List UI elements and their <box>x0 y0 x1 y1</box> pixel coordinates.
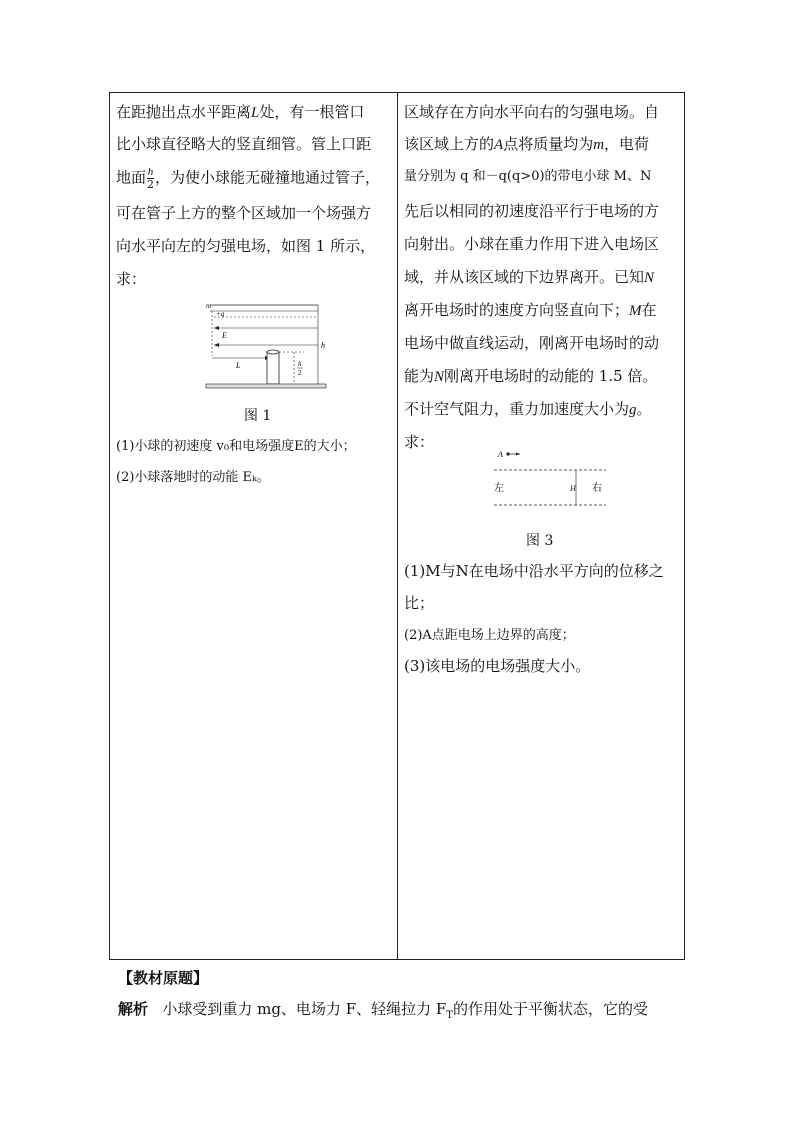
var-N: N <box>644 270 655 286</box>
figure-1-caption: 图 1 <box>244 408 272 424</box>
analysis-line <box>118 999 648 1026</box>
problem-table <box>109 92 685 960</box>
field-arrow-2 <box>214 343 219 347</box>
analysis-text: 小球受到重力 mg、电场力 F、轻绳拉力 F <box>162 1000 447 1018</box>
right-question-2: (2)A点距电场上边界的高度； <box>404 628 575 643</box>
left-question-2: (2)小球落地时的动能 Eₖ。 <box>116 470 270 485</box>
right-line-4: 先后以相同的初速度沿平行于电场的方 <box>404 202 660 220</box>
label-left: 左 <box>494 483 504 494</box>
frac-num: h <box>147 166 154 178</box>
right-question-1b: 比； <box>404 594 435 612</box>
text: 域，并从该区域的下边界离开。已知 <box>404 268 645 286</box>
analysis-end: 的作用处于平衡状态，它的受 <box>452 1000 648 1018</box>
left-line-3 <box>116 167 380 190</box>
text: 地面 <box>116 168 147 187</box>
pipe-top <box>267 350 279 354</box>
analysis-subscript: T <box>446 1010 453 1021</box>
right-line-6 <box>404 267 654 288</box>
right-line-9 <box>404 366 657 387</box>
right-line-8: 电场中做直线运动，刚离开电场时的动 <box>404 334 660 352</box>
text: 该区域上方的 <box>404 135 495 153</box>
velocity-arrowhead <box>516 453 520 456</box>
left-line-2: 比小球直径略大的竖直细管。管上口距 <box>116 135 372 153</box>
text: 离开电场时的速度方向竖直向下； <box>404 301 630 319</box>
label-right: 右 <box>592 483 602 494</box>
var-L: L <box>251 105 260 121</box>
var-m: m <box>593 137 605 153</box>
label-H: H <box>570 484 576 493</box>
section-heading: 【教材原题】 <box>118 969 209 987</box>
right-line-7 <box>404 300 657 321</box>
label-h: h <box>321 341 325 350</box>
left-line-1 <box>116 102 364 123</box>
text: ，为使小球能无碰撞地通过管子， <box>155 168 381 187</box>
text: 不计空气阻力，重力加速度大小为 <box>404 400 630 418</box>
text: 处，有一根管口 <box>259 103 365 121</box>
right-question-3: (3)该电场的电场强度大小。 <box>404 657 591 675</box>
left-line-4: 可在管子上方的整个区域加一个场强方 <box>116 204 372 222</box>
text: ，电荷 <box>604 135 650 153</box>
pipe <box>267 352 279 384</box>
right-question-1a: (1)M与N在电场中沿水平方向的位移之 <box>404 562 664 580</box>
figure-3 <box>480 445 610 517</box>
var-g: g <box>629 402 637 418</box>
label-L: L <box>236 361 241 370</box>
var-M: M <box>629 303 642 319</box>
frac-den: 2 <box>147 178 155 191</box>
text: 能为 <box>404 367 435 385</box>
figure-3-caption: 图 3 <box>526 533 554 549</box>
text: 在 <box>641 301 657 319</box>
figure-1 <box>200 298 330 394</box>
label-m: m <box>206 302 212 310</box>
text: 在距抛出点水平距离 <box>116 103 252 121</box>
analysis-label: 解析 <box>118 1000 149 1018</box>
var-N: N <box>434 369 445 385</box>
text: 。 <box>636 400 652 418</box>
right-line-5: 向射出。小球在重力作用下进入电场区 <box>404 235 660 253</box>
label-h2-num: h <box>298 360 302 368</box>
right-line-2 <box>404 134 649 155</box>
label-E: E <box>222 331 227 340</box>
text: 刚离开电场时的动能的 1.5 倍。 <box>444 367 658 385</box>
fraction-h-over-2 <box>147 167 154 190</box>
left-line-6: 求： <box>116 270 147 288</box>
right-line-11: 求： <box>404 433 435 451</box>
column-divider <box>397 93 398 959</box>
label-h2-den: 2 <box>298 369 302 377</box>
left-question-1: (1)小球的初速度 v₀和电场强度E的大小； <box>116 439 356 454</box>
ground <box>206 384 326 388</box>
right-line-10 <box>404 399 652 420</box>
label-A: A <box>498 450 503 459</box>
left-line-5: 向水平向左的匀强电场，如图 1 所示， <box>116 237 376 255</box>
text: 点将质量均为 <box>503 135 594 153</box>
var-A: A <box>494 137 504 153</box>
label-q: +q <box>216 310 225 318</box>
right-line-3: 量分别为 q 和－q(q>0)的带电小球 M、N <box>404 169 652 184</box>
right-line-1: 区域存在方向水平向右的匀强电场。自 <box>404 103 660 121</box>
field-arrow <box>214 326 219 330</box>
